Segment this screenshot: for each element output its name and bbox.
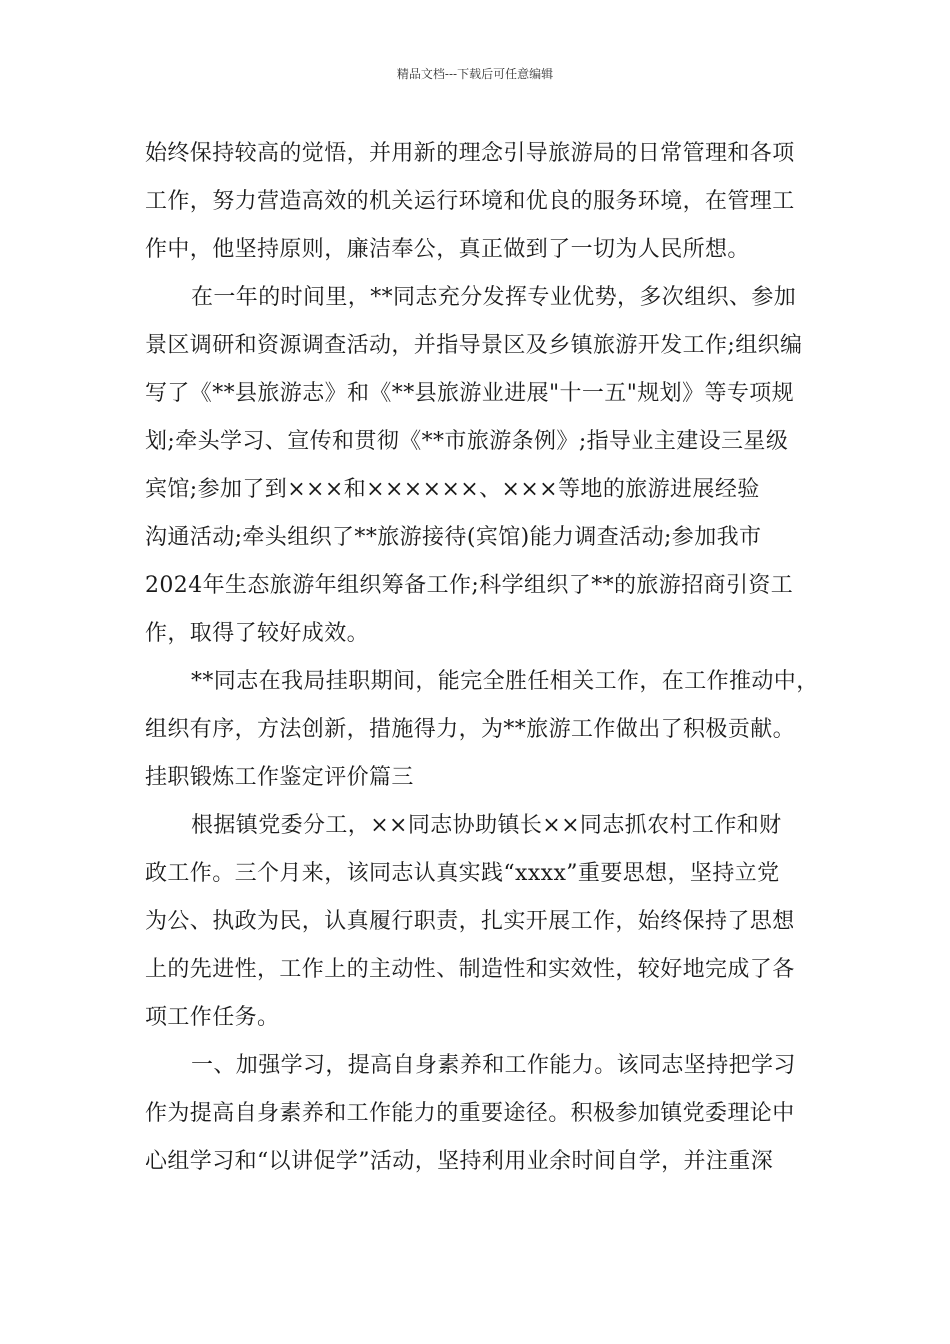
text-line: 2024年生态旅游年组织筹备工作;科学组织了**的旅游招商引资工 bbox=[145, 573, 794, 598]
document-body bbox=[145, 130, 819, 1186]
text-line: 项工作任务。 bbox=[145, 1005, 280, 1030]
text-line: 作，取得了较好成效。 bbox=[145, 621, 370, 646]
paragraph-first-line: **同志在我局挂职期间，能完全胜任相关工作，在工作推动中， bbox=[191, 669, 819, 694]
text-line: 心组学习和“以讲促学”活动，坚持利用业余时间自学，并注重深 bbox=[145, 1149, 774, 1174]
text-line: 写了《**县旅游志》和《**县旅游业进展"十一五"规划》等专项规 bbox=[145, 381, 795, 406]
text-line: 划;牵头学习、宣传和贯彻《**市旅游条例》;指导业主建设三星级 bbox=[145, 429, 789, 454]
text-line: 组织有序，方法创新，措施得力，为**旅游工作做出了积极贡献。 bbox=[145, 717, 796, 742]
text-line: 工作，努力营造高效的机关运行环境和优良的服务环境，在管理工 bbox=[145, 189, 795, 214]
text-line: 政工作。三个月来，该同志认真实践“xxxx”重要思想，坚持立党 bbox=[145, 861, 780, 886]
text-line: 始终保持较高的觉悟，并用新的理念引导旅游局的日常管理和各项 bbox=[145, 141, 795, 166]
text-line: 作为提高自身素养和工作能力的重要途径。积极参加镇党委理论中 bbox=[145, 1101, 795, 1126]
text-line: 景区调研和资源调查活动，并指导景区及乡镇旅游开发工作;组织编 bbox=[145, 333, 803, 358]
paragraph-first-line: 一、加强学习，提高自身素养和工作能力。该同志坚持把学习 bbox=[191, 1053, 796, 1078]
text-line: 作中，他坚持原则，廉洁奉公，真正做到了一切为人民所想。 bbox=[145, 237, 750, 262]
text-line: 沟通活动;牵头组织了**旅游接待(宾馆)能力调查活动;参加我市 bbox=[145, 525, 762, 550]
text-line: 宾馆;参加了到×××和××××××、×××等地的旅游进展经验 bbox=[145, 477, 760, 502]
text-line: 上的先进性，工作上的主动性、制造性和实效性，较好地完成了各 bbox=[145, 957, 795, 982]
page-header: 精品文档---下载后可任意编辑 bbox=[396, 67, 554, 81]
section-heading: 挂职锻炼工作鉴定评价篇三 bbox=[145, 765, 414, 790]
paragraph-first-line: 在一年的时间里，**同志充分发挥专业优势，多次组织、参加 bbox=[191, 285, 797, 310]
text-line: 为公、执政为民，认真履行职责，扎实开展工作，始终保持了思想 bbox=[145, 909, 795, 934]
paragraph-first-line: 根据镇党委分工，××同志协助镇长××同志抓农村工作和财 bbox=[191, 813, 782, 838]
